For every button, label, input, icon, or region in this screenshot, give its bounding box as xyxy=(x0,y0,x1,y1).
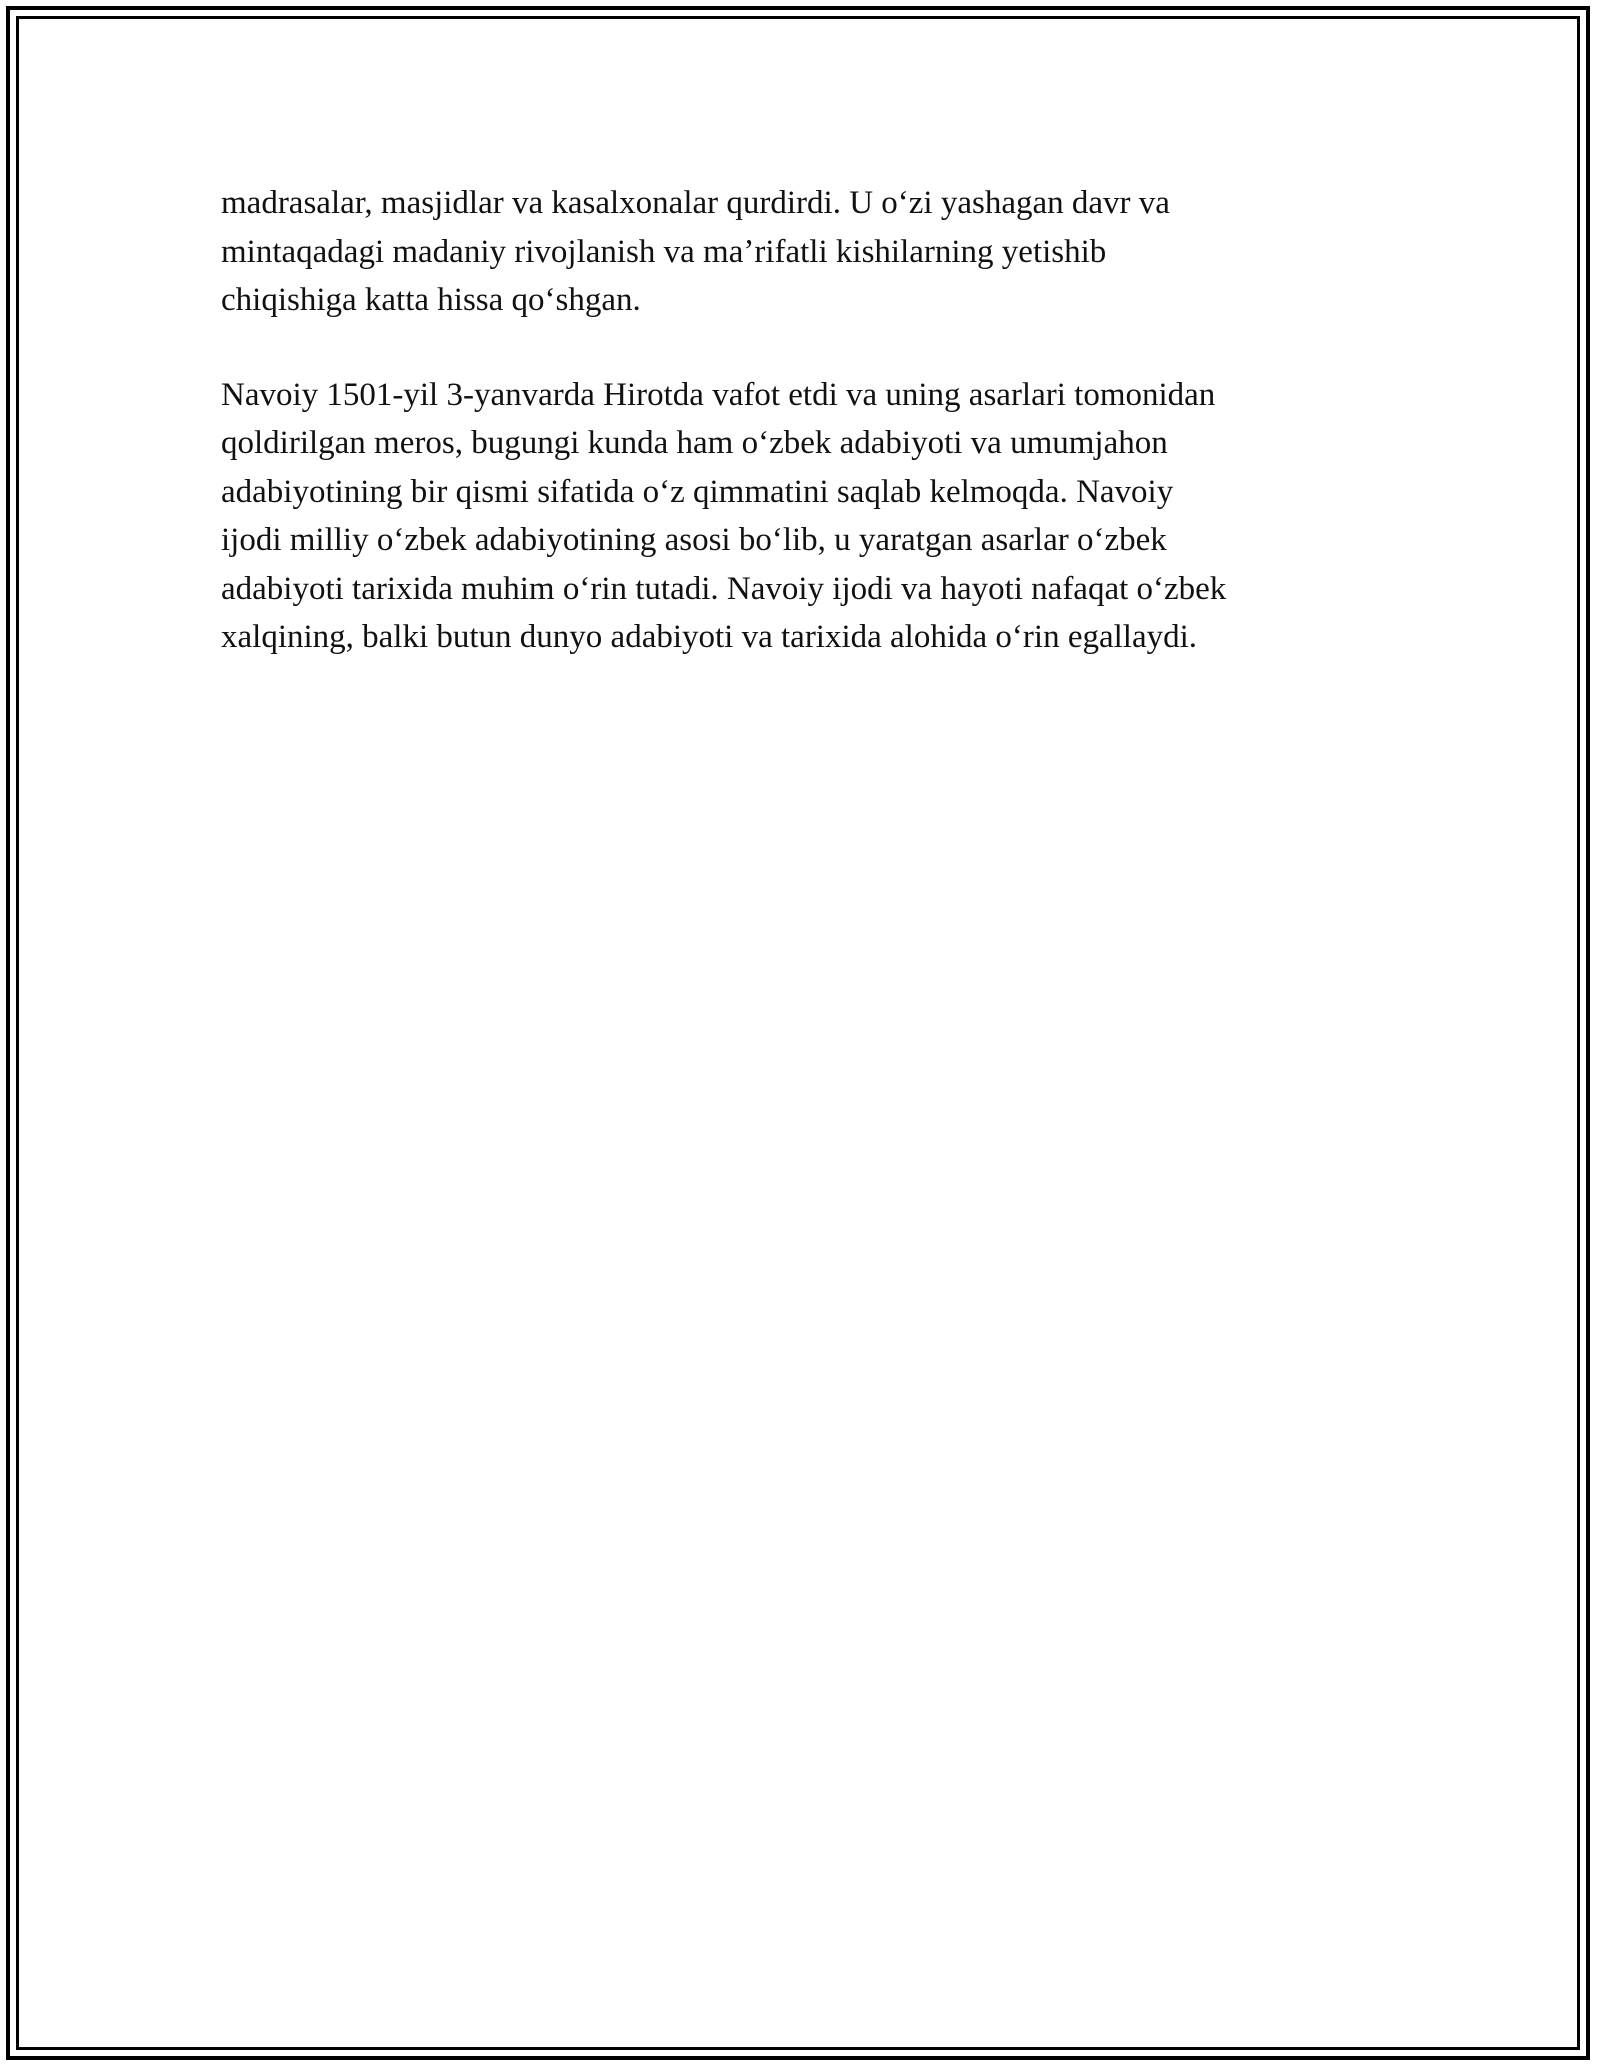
paragraph-1: madrasalar, masjidlar va kasalxonalar qurdirdi. U oʻzi yashagan davr va mintaqadagi madaniy rivojlanish va maʼrifatli kishilarning yetishib chiqishiga katta hissa qoʻshgan. xyxy=(221,185,1170,318)
document-body xyxy=(221,179,1371,708)
paragraph-2: Navoiy 1501-yil 3-yanvarda Hirotda vafot etdi va uning asarlari tomonidan qoldirilgan meros, bugungi kunda ham oʻzbek adabiyoti va umumjahon adabiyotining bir qismi sifatida oʻz qimmatini saqlab kelmoqda. Navoiy ijodi milliy oʻzbek adabiyotining asosi boʻlib, u yaratgan asarlar oʻzbek adabiyoti tarixida muhim oʻrin tutadi. Navoiy ijodi va hayoti nafaqat oʻzbek xalqining, balki butun dunyo adabiyoti va tarixida alohida oʻrin egallaydi. xyxy=(221,376,1227,655)
